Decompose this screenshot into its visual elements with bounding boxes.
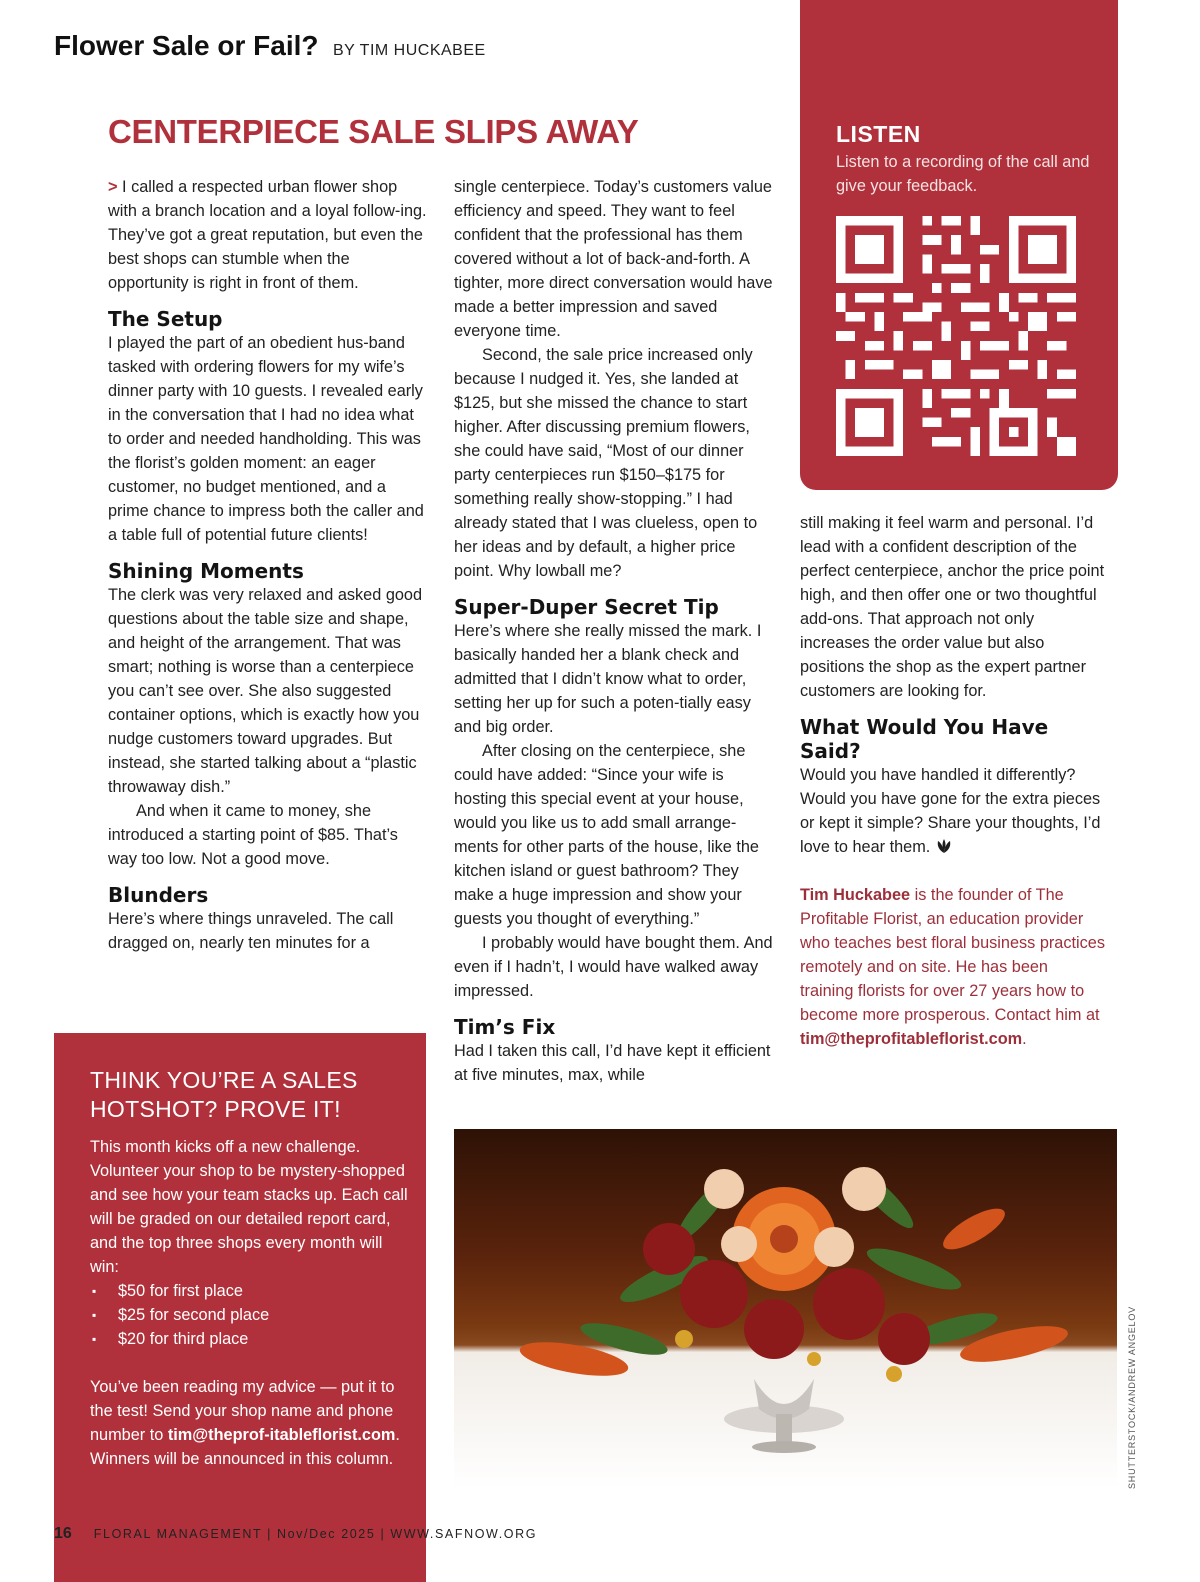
listen-title: LISTEN	[836, 121, 921, 147]
flower-end-icon	[935, 838, 953, 854]
byline: BY TIM HUCKABEE	[332, 42, 486, 59]
prize-list	[90, 1279, 410, 1351]
listen-panel	[800, 0, 1118, 490]
section-title: Flower Sale or Fail?	[54, 30, 319, 61]
bio-text: is the founder of The Profitable Florist, an education provider who teaches best floral business practices remotely and on site. He has been training florists for over 27 years how to become more prosperous. Contact him at	[800, 886, 1105, 1024]
bio-end: .	[1022, 1030, 1027, 1048]
promo-outro	[90, 1375, 410, 1471]
author-bio	[800, 883, 1105, 1051]
blunders-heading: Blunders	[108, 883, 209, 907]
said-text-body: Would you have handled it differently? Would you have gone for the extra pieces or kept it simple? Share your thoughts, I’d love to hear them.	[800, 766, 1101, 856]
promo-email-link[interactable]: tim@theprof-itableflorist.com	[167, 1426, 396, 1444]
article-headline: CENTERPIECE SALE SLIPS AWAY	[108, 113, 639, 150]
prize-item: ▪ $25 for second place	[118, 1303, 410, 1327]
shining-paragraph-2: And when it came to money, she introduced a starting point of $85. That’s way too low. Not a good move.	[108, 802, 398, 868]
centerpiece-photo	[454, 1129, 1117, 1489]
column-1	[108, 175, 430, 955]
shining-paragraph-1: The clerk was very relaxed and asked good questions about the table size and shape, and height of the arrangement. That was smart; nothing is worse than a centerpiece you can’t see over. She also suggested container options, which is exactly how you nudge customers toward upgrades. But instead, she started talking about a “plastic throwaway dish.”	[108, 586, 423, 796]
page-header	[54, 30, 486, 62]
tip-paragraph-2: After closing on the centerpiece, she could have added: “Since your wife is hosting this special event at your house, would you like us to add small arrange-ments for other parts of the house, like the kitchen island or guest bathroom? They make a huge impression and show your guests you thought of everything.”	[454, 742, 759, 928]
page-number: 16	[54, 1525, 72, 1542]
fix-heading: Tim’s Fix	[454, 1015, 556, 1039]
said-text	[800, 763, 1105, 859]
bio-name: Tim Huckabee	[800, 886, 911, 904]
shining-heading: Shining Moments	[108, 559, 304, 583]
col2-paragraph-2: Second, the sale price increased only because I nudged it. Yes, she landed at $125, but she missed the chance to start higher. After discussing premium flowers, she could have said, “Most of our dinner party centerpieces run $150–$175 for something really show-stopping.” I had already stated that I was clueless, open to her ideas and by default, a higher price point. Why lowball me?	[454, 346, 758, 580]
qr-code-icon[interactable]	[836, 216, 1076, 456]
column-3	[800, 511, 1105, 1051]
said-heading: What Would You Have Said?	[800, 715, 1049, 763]
tip-heading: Super-Duper Secret Tip	[454, 595, 719, 619]
tip-paragraph-1: Here’s where she really missed the mark. I basically handed her a blank check and admitted that I didn’t know what to order, setting her up for such a poten-tially easy and big order.	[454, 622, 762, 736]
setup-heading: The Setup	[108, 307, 223, 331]
promo-box	[54, 1033, 426, 1582]
bio-email-link[interactable]: tim@theprofitableflorist.com	[800, 1030, 1023, 1048]
promo-outro-end: . Winners will be announced in this column.	[90, 1426, 400, 1468]
intro-paragraph	[108, 175, 430, 295]
footer-text: FLORAL MANAGEMENT | Nov/Dec 2025 | WWW.SAFNOW.ORG	[93, 1527, 538, 1541]
photo-credit: SHUTTERSTOCK/ANDREW ANGELOV	[1127, 1306, 1137, 1489]
promo-outro-text: You’ve been reading my advice — put it to the test! Send your shop name and phone number to	[90, 1378, 395, 1444]
tip-paragraph-3: I probably would have bought them. And even if I hadn’t, I would have walked away impressed.	[454, 934, 773, 1000]
listen-text: Listen to a recording of the call and give your feedback.	[836, 153, 1090, 195]
fix-text: Had I taken this call, I’d have kept it efficient at five minutes, max, while	[454, 1042, 771, 1084]
page-footer	[54, 1525, 537, 1543]
col3-paragraph-1: still making it feel warm and personal. I’d lead with a confident description of the perfect centerpiece, anchor the price point high, and then offer one or two thoughtful add-ons. That approach not only increases the order value but also positions the shop as the expert partner customers are looking for.	[800, 514, 1105, 700]
prize-item: ▪ $20 for third place	[118, 1327, 410, 1351]
column-2	[454, 175, 774, 1087]
flower-arrangement-image	[454, 1129, 1117, 1489]
setup-text: I played the part of an obedient hus-band tasked with ordering flowers for my wife’s dinner party with 10 guests. I revealed early in the conversation that I had no idea what to order and needed handholding. This was the florist’s golden moment: an eager customer, no budget mentioned, and a prime chance to impress both the caller and a table full of potential future clients!	[108, 334, 424, 544]
col2-paragraph-1: single centerpiece. Today’s customers value efficiency and speed. They want to feel confident that the professional has them covered without a lot of back-and-forth. A tighter, more direct conversation would have made a better impression and saved everyone time.	[454, 178, 773, 340]
prize-item: ▪ $50 for first place	[118, 1279, 410, 1303]
promo-title: THINK YOU’RE A SALES HOTSHOT? PROVE IT!	[90, 1067, 358, 1122]
intro-text: I called a respected urban flower shop with a branch location and a loyal follow-ing. They’ve got a great reputation, but even the best shops can stumble when the opportunity is right in front of them.	[108, 178, 427, 292]
promo-intro: This month kicks off a new challenge. Volunteer your shop to be mystery-shopped and see how your team stacks up. Each call will be graded on our detailed report card, and the top three shops every month will win:	[90, 1138, 408, 1276]
blunders-text: Here’s where things unraveled. The call dragged on, nearly ten minutes for a	[108, 910, 394, 952]
promo-body	[90, 1135, 410, 1471]
arrow-icon: >	[108, 178, 118, 196]
